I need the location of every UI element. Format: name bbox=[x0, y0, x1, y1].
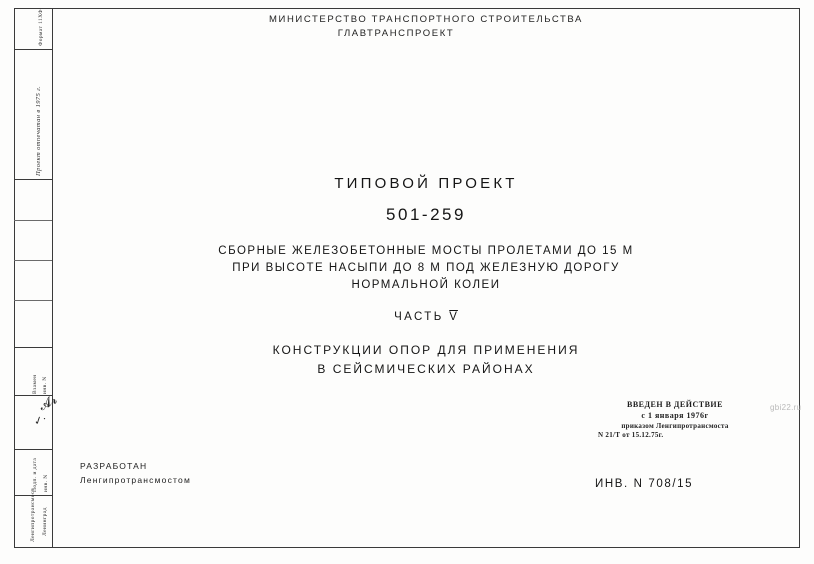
side-stamp-subdivision bbox=[14, 260, 52, 261]
side-stamp-format-text: Формат 11ХФ bbox=[38, 9, 44, 46]
watermark: gbi22.ru bbox=[770, 403, 802, 412]
title-block bbox=[52, 175, 800, 379]
project-description-line-1: СБОРНЫЕ ЖЕЛЕЗОБЕТОННЫЕ МОСТЫ ПРОЛЕТАМИ ДО 15 М bbox=[218, 245, 634, 257]
department-name: ГЛАВТРАНСПРОЕКТ bbox=[337, 28, 455, 39]
side-stamp-org-text: Ленгипротрансмост bbox=[30, 488, 36, 542]
project-description-line-2: ПРИ ВЫСОТЕ НАСЫПИ ДО 8 М ПОД ЖЕЛЕЗНУЮ ДОРОГУ bbox=[232, 262, 620, 274]
side-stamp-cell-printed bbox=[14, 50, 52, 180]
developer-name: Ленгипротрансмостом bbox=[80, 475, 191, 485]
signature-scribble-2: ✓· bbox=[32, 412, 49, 429]
project-description-line-3: НОРМАЛЬНОЙ КОЛЕИ bbox=[351, 279, 501, 291]
side-stamp-subdivision bbox=[14, 220, 52, 221]
side-stamp-replaces-text2: инв. N bbox=[42, 376, 48, 394]
side-stamp-column bbox=[14, 8, 60, 548]
side-stamp-replaces-text: Взамен bbox=[32, 374, 38, 394]
document-header bbox=[52, 14, 800, 39]
part-number: $\overline{V}$ bbox=[449, 311, 458, 323]
enactment-line-4: N 21/Т от 15.12.75г. bbox=[598, 431, 664, 439]
developer-block bbox=[80, 459, 191, 487]
side-stamp-cell-blank bbox=[14, 180, 52, 348]
side-stamp-city-text: Ленинград bbox=[42, 507, 48, 536]
enactment-note bbox=[580, 400, 770, 439]
part-label: ЧАСТЬ bbox=[394, 311, 444, 323]
signature-scribble: 𝓐𝓻 bbox=[36, 391, 60, 414]
enactment-line-1: ВВЕДЕН В ДЕЙСТВИЕ bbox=[627, 400, 723, 409]
project-subtitle-line-1: КОНСТРУКЦИИ ОПОР ДЛЯ ПРИМЕНЕНИЯ bbox=[272, 343, 580, 357]
side-stamp-cell-format bbox=[14, 8, 52, 50]
developer-label: РАЗРАБОТАН bbox=[80, 461, 148, 471]
side-stamp-signdate-text2: инв. N bbox=[43, 474, 49, 492]
enactment-line-3: приказом Ленгипротрансмоста bbox=[621, 422, 729, 430]
ministry-name: МИНИСТЕРСТВО ТРАНСПОРТНОГО СТРОИТЕЛЬСТВА bbox=[269, 14, 583, 25]
side-stamp-signdate-text: Подп. и дата bbox=[32, 457, 38, 492]
inventory-number: ИНВ. N 708/15 bbox=[595, 478, 694, 490]
side-stamp-printed-text: Проект отпечатан в 1975 г. bbox=[35, 85, 42, 176]
project-subtitle-line-2: В СЕЙСМИЧЕСКИХ РАЙОНАХ bbox=[317, 362, 535, 376]
project-type-title: ТИПОВОЙ ПРОЕКТ bbox=[334, 175, 518, 192]
project-number: 501-259 bbox=[386, 205, 466, 224]
part-label-row bbox=[52, 311, 800, 323]
enactment-line-2: с 1 января 1976г bbox=[641, 411, 709, 420]
side-stamp-subdivision bbox=[14, 300, 52, 301]
